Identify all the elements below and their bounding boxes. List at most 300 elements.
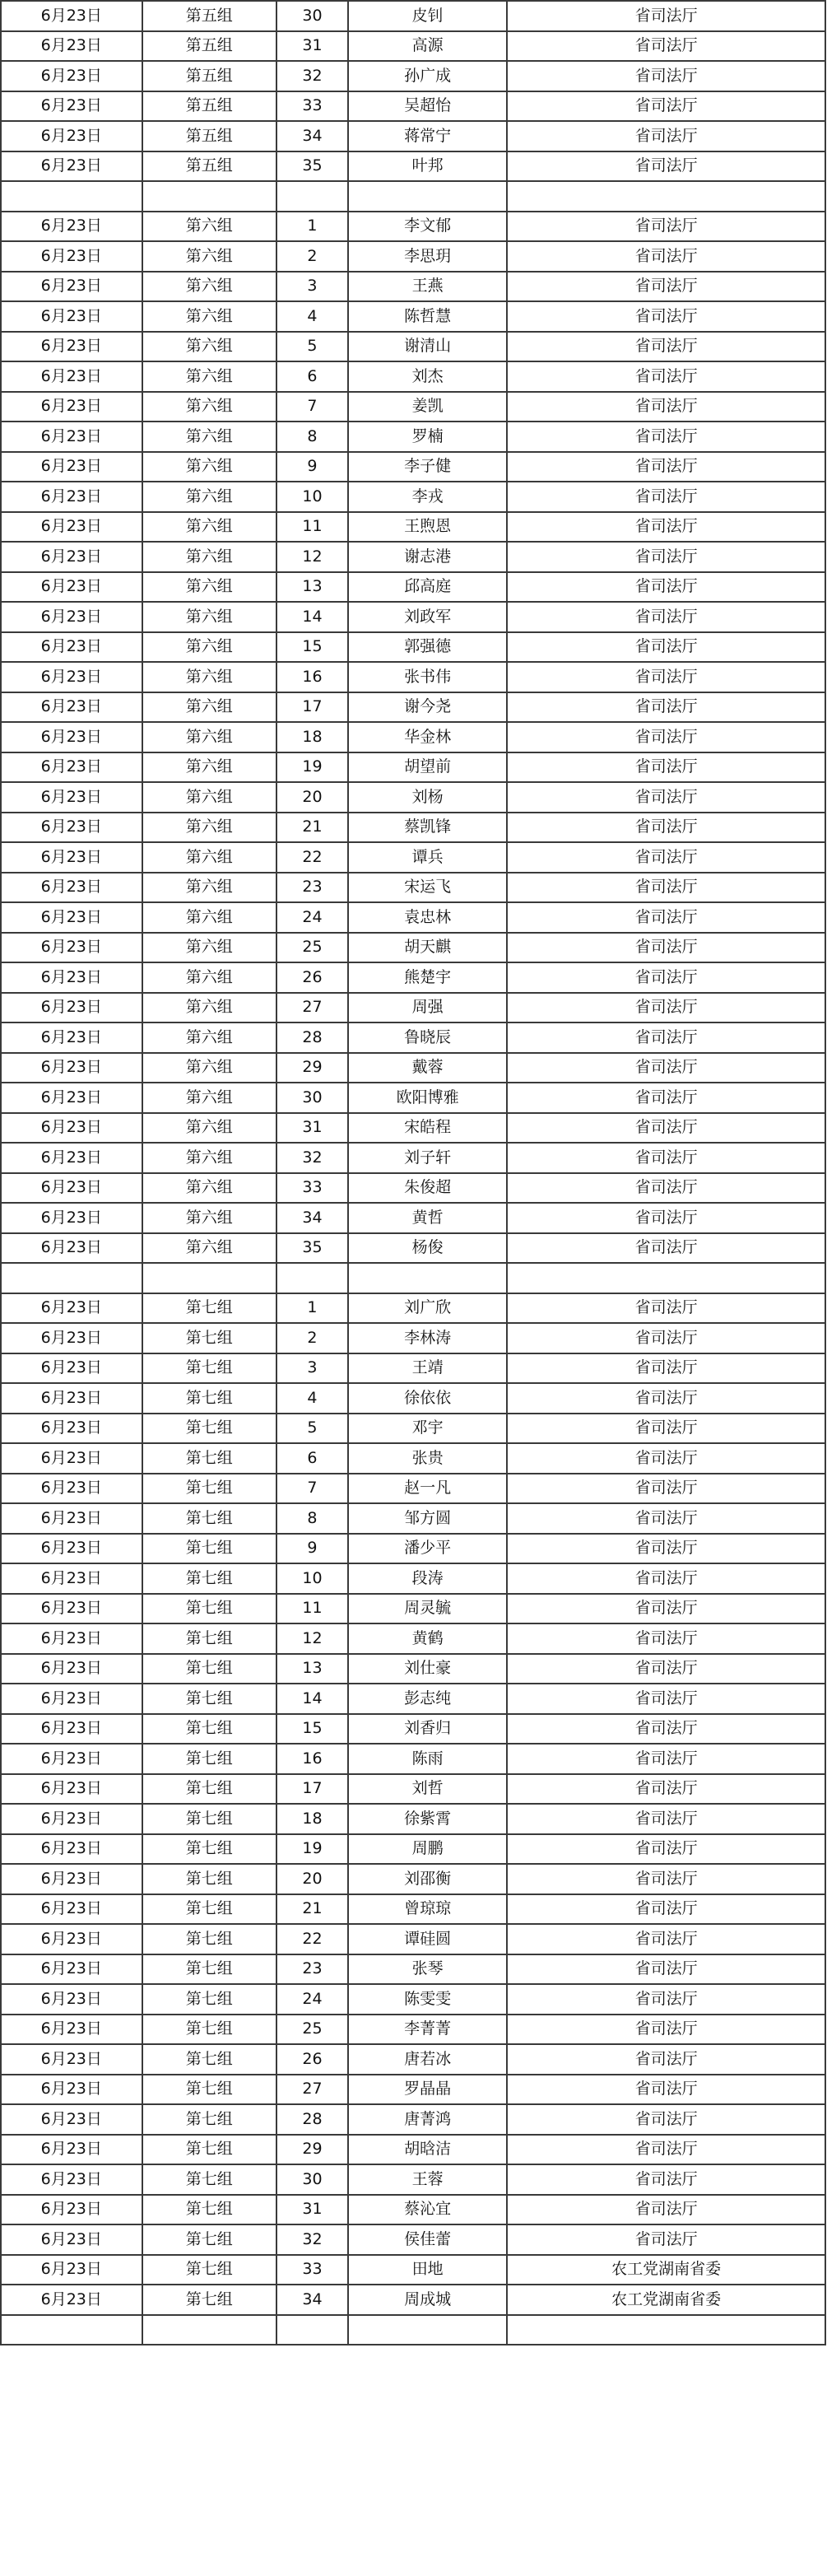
group-cell: 第六组 bbox=[142, 1053, 276, 1083]
unit-cell: 省司法厅 bbox=[507, 1534, 825, 1564]
unit-cell: 省司法厅 bbox=[507, 993, 825, 1023]
unit-cell: 省司法厅 bbox=[507, 1503, 825, 1534]
table-row bbox=[1, 813, 825, 843]
date-cell: 6月23日 bbox=[1, 392, 142, 422]
table-row bbox=[1, 1143, 825, 1173]
table-row bbox=[1, 1443, 825, 1474]
name-cell: 李戎 bbox=[348, 482, 507, 512]
group-cell: 第六组 bbox=[142, 722, 276, 752]
number-cell: 23 bbox=[276, 1954, 348, 1985]
table-row bbox=[1, 752, 825, 783]
name-cell: 唐若冰 bbox=[348, 2044, 507, 2075]
name-cell: 谭兵 bbox=[348, 842, 507, 873]
group-cell: 第七组 bbox=[142, 1894, 276, 1925]
date-cell: 6月23日 bbox=[1, 1474, 142, 1504]
date-cell bbox=[1, 1263, 142, 1293]
unit-cell: 省司法厅 bbox=[507, 1654, 825, 1684]
table-row bbox=[1, 1323, 825, 1353]
unit-cell: 省司法厅 bbox=[507, 1323, 825, 1353]
group-cell: 第七组 bbox=[142, 1443, 276, 1474]
table-row bbox=[1, 482, 825, 512]
date-cell: 6月23日 bbox=[1, 722, 142, 752]
date-cell: 6月23日 bbox=[1, 1714, 142, 1745]
group-cell: 第六组 bbox=[142, 512, 276, 543]
name-cell: 陈雯雯 bbox=[348, 1984, 507, 2015]
group-cell: 第七组 bbox=[142, 1353, 276, 1384]
date-cell: 6月23日 bbox=[1, 422, 142, 452]
table-row bbox=[1, 1353, 825, 1384]
unit-cell: 省司法厅 bbox=[507, 301, 825, 332]
date-cell bbox=[1, 181, 142, 212]
date-cell: 6月23日 bbox=[1, 1563, 142, 1594]
number-cell: 32 bbox=[276, 61, 348, 91]
table-row bbox=[1, 1954, 825, 1985]
unit-cell: 省司法厅 bbox=[507, 1053, 825, 1083]
table-row bbox=[1, 241, 825, 272]
unit-cell: 省司法厅 bbox=[507, 212, 825, 242]
table-row bbox=[1, 1233, 825, 1264]
table-row bbox=[1, 1534, 825, 1564]
group-cell: 第六组 bbox=[142, 902, 276, 933]
group-cell: 第五组 bbox=[142, 91, 276, 122]
date-cell: 6月23日 bbox=[1, 1443, 142, 1474]
group-cell: 第七组 bbox=[142, 1563, 276, 1594]
date-cell: 6月23日 bbox=[1, 512, 142, 543]
unit-cell: 省司法厅 bbox=[507, 31, 825, 62]
group-cell: 第六组 bbox=[142, 933, 276, 963]
name-cell: 刘杰 bbox=[348, 361, 507, 392]
number-cell: 19 bbox=[276, 1834, 348, 1865]
name-cell: 吴超怡 bbox=[348, 91, 507, 122]
unit-cell: 省司法厅 bbox=[507, 902, 825, 933]
date-cell: 6月23日 bbox=[1, 1804, 142, 1834]
date-cell: 6月23日 bbox=[1, 1053, 142, 1083]
group-cell: 第七组 bbox=[142, 2224, 276, 2255]
name-cell: 刘香归 bbox=[348, 1714, 507, 1745]
name-cell: 周成城 bbox=[348, 2285, 507, 2315]
group-cell: 第七组 bbox=[142, 2135, 276, 2165]
table-row bbox=[1, 1924, 825, 1954]
unit-cell: 省司法厅 bbox=[507, 1414, 825, 1444]
number-cell: 10 bbox=[276, 482, 348, 512]
table-row bbox=[1, 1414, 825, 1444]
number-cell: 25 bbox=[276, 933, 348, 963]
unit-cell: 省司法厅 bbox=[507, 482, 825, 512]
number-cell: 20 bbox=[276, 1864, 348, 1894]
table-row bbox=[1, 873, 825, 903]
name-cell: 鲁晓辰 bbox=[348, 1022, 507, 1053]
number-cell: 16 bbox=[276, 1744, 348, 1774]
number-cell: 11 bbox=[276, 1594, 348, 1624]
group-cell: 第六组 bbox=[142, 782, 276, 813]
number-cell: 8 bbox=[276, 1503, 348, 1534]
number-cell: 28 bbox=[276, 1022, 348, 1053]
name-cell: 郭强德 bbox=[348, 632, 507, 663]
group-cell: 第六组 bbox=[142, 1203, 276, 1233]
group-cell: 第五组 bbox=[142, 61, 276, 91]
unit-cell: 省司法厅 bbox=[507, 1293, 825, 1324]
group-cell: 第七组 bbox=[142, 2285, 276, 2315]
name-cell: 谢清山 bbox=[348, 332, 507, 362]
group-cell: 第七组 bbox=[142, 1714, 276, 1745]
name-cell: 谢志港 bbox=[348, 542, 507, 572]
unit-cell: 省司法厅 bbox=[507, 1563, 825, 1594]
group-cell: 第六组 bbox=[142, 392, 276, 422]
group-cell: 第六组 bbox=[142, 632, 276, 663]
unit-cell: 省司法厅 bbox=[507, 1594, 825, 1624]
date-cell: 6月23日 bbox=[1, 1684, 142, 1714]
date-cell: 6月23日 bbox=[1, 993, 142, 1023]
date-cell: 6月23日 bbox=[1, 662, 142, 692]
unit-cell: 省司法厅 bbox=[507, 121, 825, 151]
table-row bbox=[1, 91, 825, 122]
group-cell: 第六组 bbox=[142, 1113, 276, 1144]
table-row bbox=[1, 1474, 825, 1504]
name-cell: 宋皓程 bbox=[348, 1113, 507, 1144]
unit-cell: 省司法厅 bbox=[507, 272, 825, 302]
date-cell: 6月23日 bbox=[1, 482, 142, 512]
date-cell: 6月23日 bbox=[1, 962, 142, 993]
group-cell: 第六组 bbox=[142, 572, 276, 603]
unit-cell: 省司法厅 bbox=[507, 602, 825, 632]
number-cell: 29 bbox=[276, 1053, 348, 1083]
date-cell: 6月23日 bbox=[1, 782, 142, 813]
unit-cell: 省司法厅 bbox=[507, 722, 825, 752]
group-cell: 第六组 bbox=[142, 1233, 276, 1264]
number-cell: 18 bbox=[276, 1804, 348, 1834]
unit-cell: 省司法厅 bbox=[507, 1353, 825, 1384]
number-cell: 28 bbox=[276, 2104, 348, 2135]
group-cell: 第六组 bbox=[142, 813, 276, 843]
unit-cell: 省司法厅 bbox=[507, 662, 825, 692]
table-row bbox=[1, 1203, 825, 1233]
name-cell: 陈哲慧 bbox=[348, 301, 507, 332]
date-cell: 6月23日 bbox=[1, 301, 142, 332]
group-cell: 第七组 bbox=[142, 2015, 276, 2045]
group-cell: 第六组 bbox=[142, 1173, 276, 1204]
date-cell: 6月23日 bbox=[1, 151, 142, 182]
table-row bbox=[1, 1984, 825, 2015]
unit-cell: 省司法厅 bbox=[507, 2075, 825, 2105]
date-cell: 6月23日 bbox=[1, 1143, 142, 1173]
date-cell: 6月23日 bbox=[1, 212, 142, 242]
date-cell: 6月23日 bbox=[1, 452, 142, 482]
number-cell: 16 bbox=[276, 662, 348, 692]
number-cell: 35 bbox=[276, 151, 348, 182]
unit-cell: 省司法厅 bbox=[507, 2135, 825, 2165]
date-cell: 6月23日 bbox=[1, 1, 142, 31]
number-cell: 20 bbox=[276, 782, 348, 813]
number-cell: 15 bbox=[276, 632, 348, 663]
table-row bbox=[1, 2255, 825, 2285]
name-cell: 袁忠林 bbox=[348, 902, 507, 933]
number-cell: 12 bbox=[276, 1623, 348, 1654]
number-cell: 30 bbox=[276, 1083, 348, 1113]
group-cell: 第七组 bbox=[142, 1834, 276, 1865]
name-cell: 周强 bbox=[348, 993, 507, 1023]
table-row bbox=[1, 2044, 825, 2075]
unit-cell: 省司法厅 bbox=[507, 1623, 825, 1654]
table-row bbox=[1, 632, 825, 663]
name-cell: 张书伟 bbox=[348, 662, 507, 692]
group-cell: 第六组 bbox=[142, 962, 276, 993]
number-cell: 14 bbox=[276, 1684, 348, 1714]
unit-cell: 省司法厅 bbox=[507, 1203, 825, 1233]
group-cell: 第六组 bbox=[142, 842, 276, 873]
group-cell: 第七组 bbox=[142, 1414, 276, 1444]
date-cell: 6月23日 bbox=[1, 692, 142, 723]
number-cell bbox=[276, 2315, 348, 2345]
number-cell: 13 bbox=[276, 572, 348, 603]
name-cell: 熊楚宇 bbox=[348, 962, 507, 993]
group-cell: 第七组 bbox=[142, 2044, 276, 2075]
group-cell: 第六组 bbox=[142, 542, 276, 572]
date-cell: 6月23日 bbox=[1, 842, 142, 873]
number-cell: 34 bbox=[276, 121, 348, 151]
name-cell: 蔡沁宜 bbox=[348, 2195, 507, 2225]
name-cell: 黄哲 bbox=[348, 1203, 507, 1233]
date-cell: 6月23日 bbox=[1, 61, 142, 91]
date-cell: 6月23日 bbox=[1, 1774, 142, 1805]
group-cell: 第六组 bbox=[142, 272, 276, 302]
unit-cell: 省司法厅 bbox=[507, 2224, 825, 2255]
group-cell: 第七组 bbox=[142, 2164, 276, 2195]
number-cell: 35 bbox=[276, 1233, 348, 1264]
number-cell: 32 bbox=[276, 2224, 348, 2255]
name-cell: 刘邵衡 bbox=[348, 1864, 507, 1894]
group-cell: 第六组 bbox=[142, 212, 276, 242]
unit-cell: 省司法厅 bbox=[507, 452, 825, 482]
name-cell: 张贵 bbox=[348, 1443, 507, 1474]
number-cell: 32 bbox=[276, 1143, 348, 1173]
number-cell: 31 bbox=[276, 2195, 348, 2225]
name-cell: 田地 bbox=[348, 2255, 507, 2285]
table-row bbox=[1, 1744, 825, 1774]
name-cell: 李林涛 bbox=[348, 1323, 507, 1353]
table-row bbox=[1, 151, 825, 182]
date-cell: 6月23日 bbox=[1, 1353, 142, 1384]
group-cell: 第五组 bbox=[142, 31, 276, 62]
table-row bbox=[1, 602, 825, 632]
table-row bbox=[1, 1594, 825, 1624]
group-cell: 第五组 bbox=[142, 151, 276, 182]
date-cell: 6月23日 bbox=[1, 632, 142, 663]
date-cell: 6月23日 bbox=[1, 873, 142, 903]
unit-cell: 省司法厅 bbox=[507, 1083, 825, 1113]
group-cell bbox=[142, 181, 276, 212]
group-cell: 第七组 bbox=[142, 1503, 276, 1534]
unit-cell: 省司法厅 bbox=[507, 2015, 825, 2045]
table-row bbox=[1, 782, 825, 813]
date-cell: 6月23日 bbox=[1, 361, 142, 392]
number-cell: 12 bbox=[276, 542, 348, 572]
date-cell: 6月23日 bbox=[1, 1894, 142, 1925]
unit-cell: 省司法厅 bbox=[507, 632, 825, 663]
table-row bbox=[1, 1113, 825, 1144]
unit-cell: 省司法厅 bbox=[507, 512, 825, 543]
name-cell: 孙广成 bbox=[348, 61, 507, 91]
table-row bbox=[1, 1503, 825, 1534]
group-cell: 第七组 bbox=[142, 2195, 276, 2225]
table-row bbox=[1, 452, 825, 482]
name-cell: 姜凯 bbox=[348, 392, 507, 422]
unit-cell: 省司法厅 bbox=[507, 151, 825, 182]
number-cell: 31 bbox=[276, 1113, 348, 1144]
date-cell: 6月23日 bbox=[1, 1534, 142, 1564]
number-cell: 24 bbox=[276, 1984, 348, 2015]
unit-cell: 省司法厅 bbox=[507, 1714, 825, 1745]
name-cell: 欧阳博雅 bbox=[348, 1083, 507, 1113]
name-cell: 刘仕豪 bbox=[348, 1654, 507, 1684]
table-row bbox=[1, 993, 825, 1023]
name-cell: 刘广欣 bbox=[348, 1293, 507, 1324]
name-cell: 高源 bbox=[348, 31, 507, 62]
date-cell: 6月23日 bbox=[1, 813, 142, 843]
date-cell: 6月23日 bbox=[1, 1623, 142, 1654]
group-cell: 第七组 bbox=[142, 1594, 276, 1624]
number-cell: 1 bbox=[276, 1293, 348, 1324]
number-cell: 19 bbox=[276, 752, 348, 783]
name-cell: 邓宇 bbox=[348, 1414, 507, 1444]
group-cell: 第六组 bbox=[142, 1143, 276, 1173]
number-cell: 24 bbox=[276, 902, 348, 933]
number-cell: 31 bbox=[276, 31, 348, 62]
group-cell: 第七组 bbox=[142, 1984, 276, 2015]
unit-cell: 省司法厅 bbox=[507, 2164, 825, 2195]
number-cell: 3 bbox=[276, 272, 348, 302]
date-cell: 6月23日 bbox=[1, 1383, 142, 1414]
table-row bbox=[1, 1654, 825, 1684]
number-cell: 15 bbox=[276, 1714, 348, 1745]
table-row bbox=[1, 1864, 825, 1894]
name-cell: 胡晗洁 bbox=[348, 2135, 507, 2165]
unit-cell: 省司法厅 bbox=[507, 1894, 825, 1925]
date-cell: 6月23日 bbox=[1, 2285, 142, 2315]
date-cell: 6月23日 bbox=[1, 2135, 142, 2165]
table-row bbox=[1, 1774, 825, 1805]
name-cell: 杨俊 bbox=[348, 1233, 507, 1264]
date-cell: 6月23日 bbox=[1, 902, 142, 933]
number-cell: 30 bbox=[276, 2164, 348, 2195]
date-cell: 6月23日 bbox=[1, 572, 142, 603]
unit-cell: 省司法厅 bbox=[507, 1022, 825, 1053]
date-cell: 6月23日 bbox=[1, 1323, 142, 1353]
name-cell: 刘哲 bbox=[348, 1774, 507, 1805]
name-cell: 张琴 bbox=[348, 1954, 507, 1985]
table-row bbox=[1, 121, 825, 151]
unit-cell: 省司法厅 bbox=[507, 782, 825, 813]
number-cell: 6 bbox=[276, 1443, 348, 1474]
roster-body bbox=[1, 1, 825, 2345]
name-cell: 潘少平 bbox=[348, 1534, 507, 1564]
number-cell: 9 bbox=[276, 1534, 348, 1564]
group-cell: 第六组 bbox=[142, 1083, 276, 1113]
group-cell: 第六组 bbox=[142, 602, 276, 632]
group-cell: 第六组 bbox=[142, 361, 276, 392]
table-row bbox=[1, 361, 825, 392]
name-cell: 朱俊超 bbox=[348, 1173, 507, 1204]
table-row bbox=[1, 1804, 825, 1834]
date-cell: 6月23日 bbox=[1, 1113, 142, 1144]
unit-cell: 省司法厅 bbox=[507, 61, 825, 91]
name-cell: 蒋常宁 bbox=[348, 121, 507, 151]
unit-cell: 省司法厅 bbox=[507, 361, 825, 392]
table-row bbox=[1, 722, 825, 752]
unit-cell: 省司法厅 bbox=[507, 422, 825, 452]
unit-cell: 省司法厅 bbox=[507, 933, 825, 963]
name-cell: 刘杨 bbox=[348, 782, 507, 813]
number-cell: 5 bbox=[276, 332, 348, 362]
number-cell: 11 bbox=[276, 512, 348, 543]
unit-cell: 省司法厅 bbox=[507, 1954, 825, 1985]
date-cell: 6月23日 bbox=[1, 2075, 142, 2105]
table-row bbox=[1, 1, 825, 31]
group-cell: 第七组 bbox=[142, 1804, 276, 1834]
date-cell: 6月23日 bbox=[1, 1022, 142, 1053]
name-cell: 陈雨 bbox=[348, 1744, 507, 1774]
table-row bbox=[1, 2164, 825, 2195]
number-cell: 4 bbox=[276, 1383, 348, 1414]
date-cell: 6月23日 bbox=[1, 1924, 142, 1954]
date-cell: 6月23日 bbox=[1, 1594, 142, 1624]
number-cell: 33 bbox=[276, 2255, 348, 2285]
date-cell: 6月23日 bbox=[1, 1293, 142, 1324]
date-cell: 6月23日 bbox=[1, 1954, 142, 1985]
date-cell: 6月23日 bbox=[1, 602, 142, 632]
unit-cell: 省司法厅 bbox=[507, 392, 825, 422]
name-cell: 叶邦 bbox=[348, 151, 507, 182]
number-cell: 10 bbox=[276, 1563, 348, 1594]
group-cell: 第六组 bbox=[142, 692, 276, 723]
number-cell: 25 bbox=[276, 2015, 348, 2045]
group-cell: 第七组 bbox=[142, 2075, 276, 2105]
group-cell: 第五组 bbox=[142, 1, 276, 31]
name-cell: 王燕 bbox=[348, 272, 507, 302]
unit-cell: 省司法厅 bbox=[507, 1684, 825, 1714]
name-cell: 赵一凡 bbox=[348, 1474, 507, 1504]
group-cell: 第七组 bbox=[142, 1774, 276, 1805]
date-cell: 6月23日 bbox=[1, 1744, 142, 1774]
name-cell: 唐菁鸿 bbox=[348, 2104, 507, 2135]
table-row bbox=[1, 2104, 825, 2135]
name-cell: 罗晶晶 bbox=[348, 2075, 507, 2105]
group-cell: 第七组 bbox=[142, 1534, 276, 1564]
group-cell bbox=[142, 2315, 276, 2345]
date-cell: 6月23日 bbox=[1, 1864, 142, 1894]
number-cell: 17 bbox=[276, 692, 348, 723]
number-cell: 27 bbox=[276, 993, 348, 1023]
group-cell: 第七组 bbox=[142, 1323, 276, 1353]
date-cell: 6月23日 bbox=[1, 241, 142, 272]
group-cell: 第七组 bbox=[142, 1924, 276, 1954]
table-row bbox=[1, 422, 825, 452]
date-cell: 6月23日 bbox=[1, 1503, 142, 1534]
number-cell: 7 bbox=[276, 1474, 348, 1504]
unit-cell: 省司法厅 bbox=[507, 1233, 825, 1264]
spacer-row bbox=[1, 2315, 825, 2345]
table-row bbox=[1, 2195, 825, 2225]
number-cell: 34 bbox=[276, 2285, 348, 2315]
table-row bbox=[1, 1714, 825, 1745]
name-cell bbox=[348, 2315, 507, 2345]
name-cell: 罗楠 bbox=[348, 422, 507, 452]
name-cell: 皮钊 bbox=[348, 1, 507, 31]
table-row bbox=[1, 1894, 825, 1925]
name-cell: 段涛 bbox=[348, 1563, 507, 1594]
name-cell: 彭志纯 bbox=[348, 1684, 507, 1714]
unit-cell: 省司法厅 bbox=[507, 1383, 825, 1414]
date-cell: 6月23日 bbox=[1, 2164, 142, 2195]
